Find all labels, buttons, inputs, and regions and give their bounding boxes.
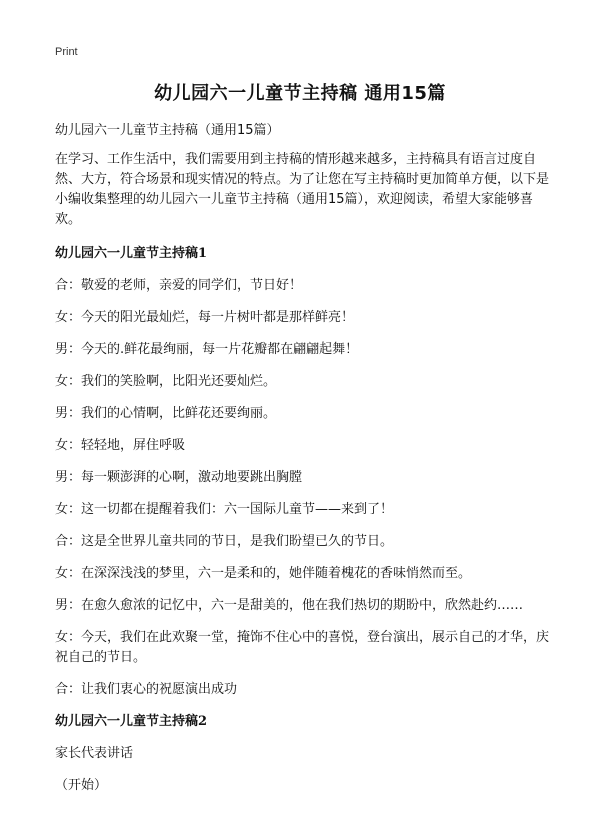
document-title: 幼儿园六一儿童节主持稿 通用15篇 xyxy=(154,83,446,104)
document-body xyxy=(55,121,550,806)
script-line: 家长代表讲话 xyxy=(55,746,134,761)
script-line: 女：今天，我们在此欢聚一堂，掩饰不住心中的喜悦，登台演出，展示自己的才华，庆祝自己的节日。 xyxy=(55,630,550,665)
script-line: 合：这是全世界儿童共同的节日，是我们盼望已久的节日。 xyxy=(55,534,394,549)
script-line: 男：在愈久愈浓的记忆中，六一是甜美的，他在我们热切的期盼中，欣然赴约…… xyxy=(55,598,524,613)
script-line: 女：轻轻地，屏住呼吸 xyxy=(55,438,186,453)
script-line: 女：这一切都在提醒着我们：六一国际儿童节——来到了！ xyxy=(55,502,394,517)
script-line: 女：我们的笑脸啊，比阳光还要灿烂。 xyxy=(55,374,277,389)
print-label: Print xyxy=(55,46,78,58)
document-subtitle: 幼儿园六一儿童节主持稿（通用15篇） xyxy=(55,123,280,138)
script-line: 男：今天的.鲜花最绚丽，每一片花瓣都在翩翩起舞！ xyxy=(55,342,359,357)
section-heading-2: 幼儿园六一儿童节主持稿2 xyxy=(55,714,208,729)
script-line: （开始） xyxy=(55,778,108,793)
script-line: 合：敬爱的老师，亲爱的同学们，节日好！ xyxy=(55,278,303,293)
script-line: 合：让我们衷心的祝愿演出成功 xyxy=(55,682,238,697)
intro-paragraph: 在学习、工作生活中，我们需要用到主持稿的情形越来越多，主持稿具有语言过度自然、大方，符合场景和现实情况的特点。为了让您在写主持稿时更加简单方便，以下是小编收集整理的幼儿园六一儿童节主持稿（通用15篇），欢迎阅读，希望大家能够喜欢。 xyxy=(55,152,550,227)
script-line: 女：今天的阳光最灿烂，每一片树叶都是那样鲜亮！ xyxy=(55,310,355,325)
script-line: 男：每一颗澎湃的心啊，激动地要跳出胸膛 xyxy=(55,470,303,485)
section-heading-1: 幼儿园六一儿童节主持稿1 xyxy=(55,246,208,261)
script-line: 女：在深深浅浅的梦里，六一是柔和的，她伴随着槐花的香味悄然而至。 xyxy=(55,566,472,581)
script-line: 男：我们的心情啊，比鲜花还要绚丽。 xyxy=(55,406,277,421)
